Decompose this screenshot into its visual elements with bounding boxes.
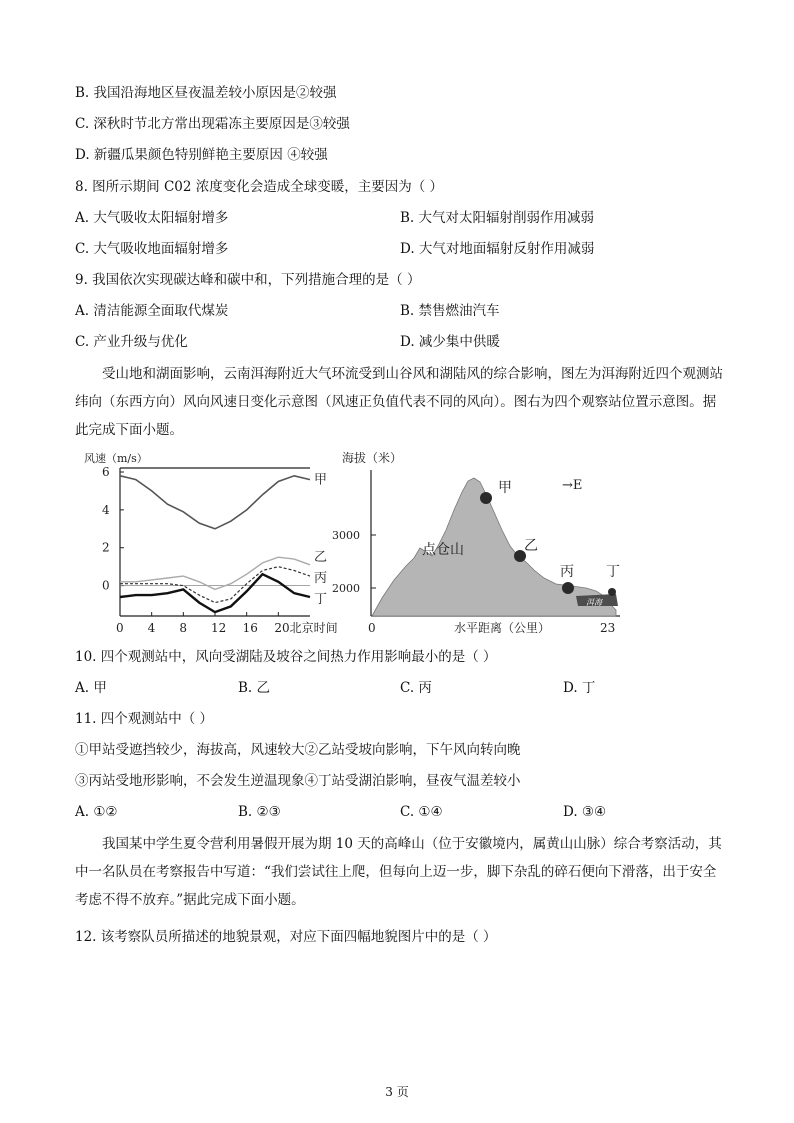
left-ytick-2: 2 [102, 540, 110, 555]
q8-stem: 8. 图所示期间 C02 浓度变化会造成全球变暖，主要因为（ ） [75, 179, 444, 195]
right-ytick-3000: 3000 [332, 529, 360, 542]
left-ytick-0: 6 [102, 465, 110, 479]
left-ytick-1: 4 [102, 502, 110, 517]
left-xtick-1: 4 [147, 621, 156, 635]
right-chart-ylabel: 海拔（米） [342, 451, 403, 465]
station-ding-marker [608, 588, 616, 596]
q9-option-c: C. 产业升级与优化 [75, 334, 188, 350]
lake-label: 洱海 [586, 598, 602, 607]
left-chart-series-labels [314, 473, 327, 607]
q9-option-b: B. 禁售燃油汽车 [400, 303, 500, 319]
q8-option-a: A. 大气吸收太阳辐射增多 [75, 210, 229, 226]
left-xtick-2: 8 [179, 621, 187, 635]
q10-option-d: D. 丁 [563, 680, 596, 696]
q10-stem: 10. 四个观测站中，风向受湖陆及坡谷之间热力作用影响最小的是（ ） [75, 649, 497, 665]
q10-option-b: B. 乙 [238, 680, 271, 696]
series-label-1: 乙 [314, 550, 328, 566]
station-jia-marker [480, 492, 492, 504]
q7-option-d: D. 新疆瓜果颜色特别鲜艳主要原因 ④较强 [75, 147, 328, 163]
direction-label: →E [562, 478, 583, 493]
q9-stem: 9. 我国依次实现碳达峰和碳中和，下列措施合理的是（ ） [75, 272, 421, 288]
passage-gaofeng-mountain: 我国某中学生夏令营利用暑假开展为期 10 天的高峰山（位于安徽境内，属黄山山脉）综合考察活动，其中一名队员在考察报告中写道：“我们尝试往上爬，但每向上迈一步，脚下杂乱的碎石便向下滑落，出于安全考虑不得不放弃。”据此完成下面小题。 [75, 836, 722, 908]
right-x-end: 23 [600, 621, 616, 635]
q7-option-b: B. 我国沿海地区昼夜温差较小原因是②较强 [75, 85, 337, 101]
station-bing-marker [562, 582, 574, 594]
passage-erhai: 受山地和湖面影响，云南洱海附近大气环流受到山谷风和湖陆风的综合影响，图左为洱海附近四个观测站纬向（东西方向）风向风速日变化示意图（风速正负值代表不同的风向）。图右为四个观察站位置示意图。据此完成下面小题。 [75, 366, 723, 438]
left-ytick-3: 0 [102, 578, 110, 593]
right-x-start: 0 [368, 621, 376, 635]
q9-option-d: D. 减少集中供暖 [400, 334, 500, 350]
left-xtick-3: 12 [211, 621, 227, 635]
left-xtick-0: 0 [116, 621, 124, 635]
left-xtick-4: 16 [242, 621, 258, 635]
mountain-shape [372, 478, 616, 616]
station-jia-label: 甲 [498, 480, 512, 496]
q8-option-c: C. 大气吸收地面辐射增多 [75, 241, 229, 257]
q8-option-b: B. 大气对太阳辐射削弱作用减弱 [400, 210, 595, 226]
wind-and-terrain-figure [76, 448, 620, 638]
right-ytick-2000: 2000 [332, 582, 360, 595]
series-line-0 [120, 476, 310, 529]
q8-option-d: D. 大气对地面辐射反射作用减弱 [400, 241, 595, 257]
station-ding-label: 丁 [606, 564, 620, 580]
series-label-0: 甲 [314, 472, 328, 488]
terrain-profile-chart [332, 450, 620, 635]
left-chart-series [120, 476, 310, 612]
q11-option-b: B. ②③ [238, 804, 281, 820]
q10-option-c: C. 丙 [400, 680, 432, 696]
q11-option-a: A. ①② [75, 804, 118, 820]
q11-option-c: C. ①④ [400, 804, 443, 820]
q11-statement-2: ③丙站受地形影响，不会发生逆温现象④丁站受湖泊影响，昼夜气温差较小 [75, 773, 521, 789]
right-xlabel: 水平距离（公里） [454, 621, 551, 635]
mountain-label: 点仓山 [422, 542, 464, 558]
series-label-2: 丙 [314, 571, 328, 587]
left-chart-y-ticks [102, 465, 124, 593]
left-chart-ylabel: 风速（m/s） [84, 452, 148, 465]
wind-speed-chart [84, 451, 338, 635]
q10-option-a: A. 甲 [75, 680, 107, 696]
station-yi-label: 乙 [524, 538, 538, 554]
q11-statement-1: ①甲站受遮挡较少，海拔高，风速较大②乙站受坡向影响，下午风向转向晚 [75, 742, 521, 758]
q7-option-c: C. 深秋时节北方常出现霜冻主要原因是③较强 [75, 116, 350, 132]
q11-option-d: D. ③④ [563, 804, 607, 820]
left-chart-x-ticks [116, 586, 338, 635]
series-label-3: 丁 [314, 591, 328, 607]
q9-option-a: A. 清洁能源全面取代煤炭 [75, 303, 229, 319]
left-xtick-5: 20北京时间 [274, 621, 338, 635]
q12-stem: 12. 该考察队员所描述的地貌景观，对应下面四幅地貌图片中的是（ ） [75, 929, 497, 945]
q11-stem: 11. 四个观测站中（ ） [75, 711, 214, 727]
station-bing-label: 丙 [560, 564, 574, 580]
page-number: 3 页 [385, 1085, 409, 1099]
